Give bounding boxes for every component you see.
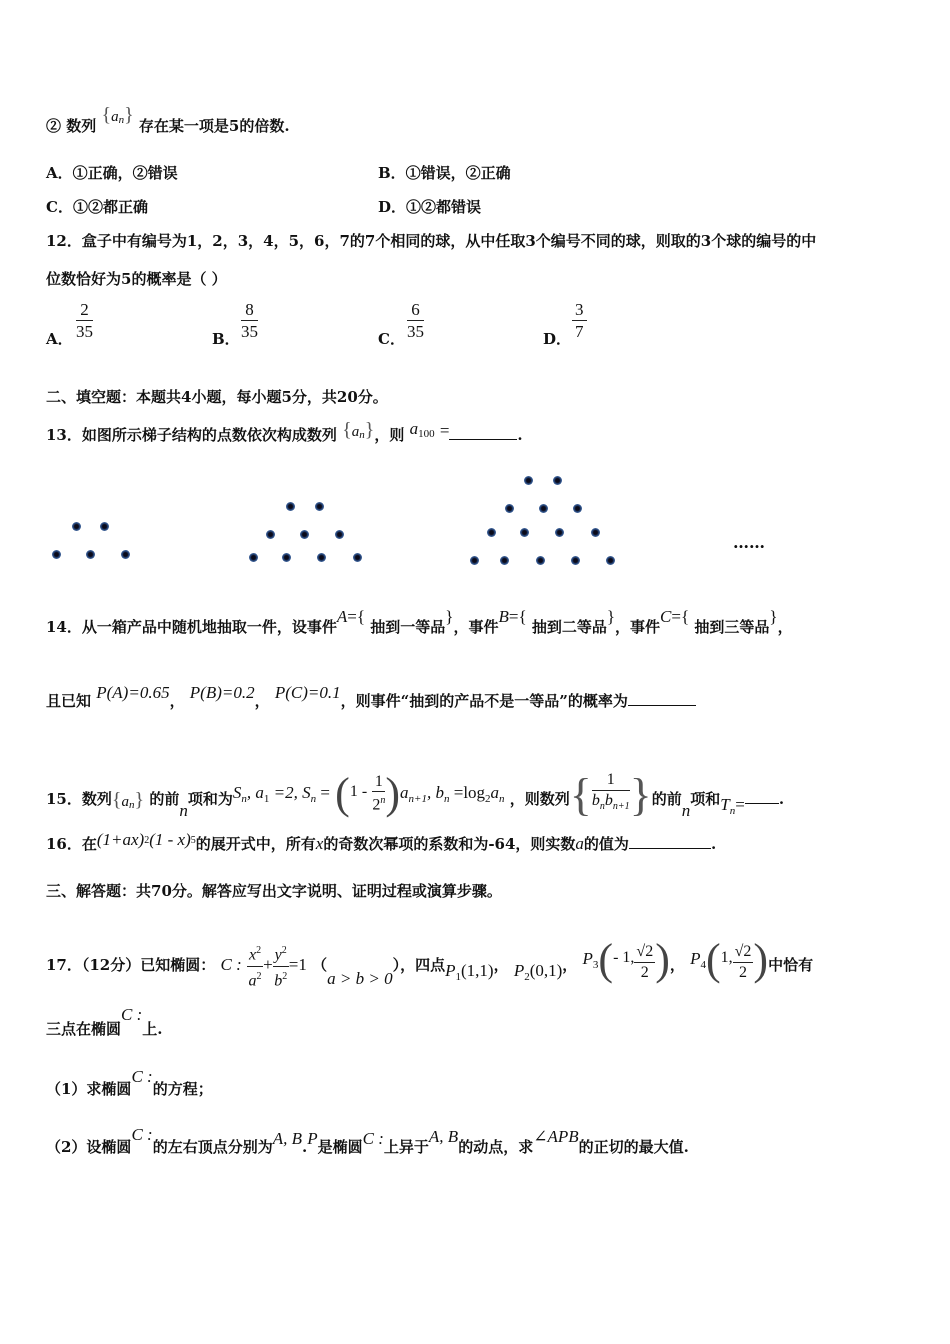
exp: 2 [144, 835, 150, 846]
q11-option-b: B．①错误，②正确 [378, 164, 511, 182]
eq-brace: ={ [671, 607, 690, 626]
frac-num: 2 [76, 300, 93, 321]
ellipse-c: C : [131, 1125, 153, 1144]
q15-line [46, 762, 784, 824]
q15-t5: 项和 [690, 790, 721, 808]
S: S [232, 783, 242, 802]
paren-close: ) [753, 935, 769, 984]
q17-line2 [46, 1005, 163, 1039]
eq-brace: ={ [508, 607, 527, 626]
part2-text-f: 的正切的最大值. [578, 1138, 689, 1156]
frac-den: 35 [407, 322, 424, 341]
paren-close: ) [655, 935, 670, 984]
y2-over-b2 [273, 941, 289, 991]
y: y [274, 946, 282, 964]
sqrt2-over-2 [634, 942, 655, 983]
prob-c: P(C)=0.1 [274, 683, 341, 702]
equals: = [316, 783, 330, 802]
brace-close: } [364, 419, 375, 441]
period: . [302, 1138, 308, 1156]
q17-part2 [46, 1125, 689, 1157]
q14-line2: 且已知 P(A)=0.65， P(B)=0.2， P(C)=0.1，则事件“抽到的产品不是一等品”的概率为 [46, 690, 696, 711]
event-b-text: 抽到二等品 [531, 618, 607, 636]
ladder-dot [539, 504, 548, 513]
seq-sub: n [128, 799, 135, 811]
ladder-dot [282, 553, 291, 562]
plus: + [263, 955, 273, 974]
q12-option-a-label: A． [46, 330, 73, 348]
q15-t4: 的前 [651, 790, 682, 808]
statement2-prefix: ② 数列 [46, 117, 97, 135]
q12-option-b-label: B． [212, 330, 240, 348]
q12-line1: 12．盒子中有编号为1，2，3，4，5，6，7的7个相同的球，从中任取3个编号不同的球，则取的3个球的编号的中 [46, 232, 817, 250]
brace-close: } [606, 607, 616, 626]
a1: , a [246, 783, 264, 802]
sep: ， [669, 956, 685, 974]
sub: n [310, 793, 317, 805]
equals: = [439, 421, 450, 440]
ladder-dot [470, 556, 479, 565]
ladder-dot [573, 504, 582, 513]
seq-a: a [111, 109, 119, 125]
frac-den: 35 [76, 322, 93, 341]
log: =log [449, 783, 486, 802]
q17-prefix: 17．（12分）已知椭圆： [46, 956, 216, 974]
q17-part1 [46, 1067, 213, 1099]
equals: = [735, 795, 745, 814]
exp: 2 [281, 945, 287, 957]
part2-text-a: （2）设椭圆 [46, 1138, 132, 1156]
frac-den [372, 792, 385, 814]
angle-apb: ∠APB [533, 1127, 579, 1146]
expr2: (1 - x) [149, 830, 191, 849]
ladder-dot [317, 553, 326, 562]
p1-coords: (1,1) [460, 961, 494, 980]
frac-num: 1 [372, 773, 385, 792]
points-ab: A, B [272, 1129, 302, 1148]
var-a: a [575, 834, 584, 853]
T: T [720, 795, 730, 814]
S: =2, S [269, 783, 311, 802]
q11-option-c: C．①②都正确 [46, 198, 148, 216]
brace-open: { [342, 419, 352, 441]
q12-option-c-fraction [407, 300, 424, 343]
sep: ， [562, 956, 578, 974]
paren-open: ( [335, 769, 350, 818]
event-b: B [498, 607, 509, 626]
q16-line [46, 830, 717, 854]
paren-open: ( [705, 935, 721, 984]
inv-bb-fraction [592, 770, 630, 817]
answer-blank[interactable] [628, 705, 696, 706]
one-minus: 1 - [349, 783, 368, 800]
p2-coords: (0,1) [529, 961, 563, 980]
ladder-dot [72, 522, 81, 531]
ladder-dot [571, 556, 580, 565]
sub: n [729, 805, 736, 817]
frac-num: 6 [407, 300, 424, 321]
point-p2: P [513, 961, 525, 980]
log-base: 2 [485, 793, 491, 805]
sub: n+1 [408, 793, 427, 805]
eq-brace: ={ [347, 607, 366, 626]
b: b [591, 792, 600, 810]
part2-text-b: 的左右顶点分别为 [152, 1138, 273, 1156]
brace-close: } [134, 789, 145, 811]
sep: ， [493, 956, 509, 974]
frac-num: √2 [634, 942, 655, 963]
paren-close: ) [385, 769, 401, 818]
var-x: x [315, 834, 324, 853]
a-n: a [490, 783, 500, 802]
frac-den [273, 967, 289, 991]
q17-line1 [46, 930, 813, 991]
x2-over-a2 [247, 941, 263, 991]
b-n: , b [426, 783, 444, 802]
p4-x: 1, [720, 949, 733, 966]
q14-line2-suffix: ，则事件“抽到的产品不是一等品”的概率为 [340, 692, 628, 710]
point-p1: P [445, 961, 456, 980]
sep: ，事件 [615, 618, 661, 636]
q12-option-c-label: C． [378, 330, 405, 348]
event-c-text: 抽到三等品 [694, 618, 770, 636]
q12-option-b-fraction [241, 300, 258, 343]
sub: n+1 [612, 801, 630, 813]
frac-num: √2 [733, 942, 754, 963]
sub: n [443, 793, 450, 805]
q12-option-d-fraction [572, 300, 587, 343]
sub: n [499, 793, 505, 805]
frac-num: 1 [592, 770, 630, 791]
q16-prefix: 16．在 [46, 835, 97, 853]
seq-sub: n [118, 114, 125, 126]
q15-prefix: 15．数列 [46, 790, 112, 808]
frac-den: 7 [575, 322, 584, 341]
q17-line2-text: 三点在椭圆 [46, 1020, 122, 1038]
den-exp: n [380, 795, 386, 807]
ellipse-c: C : [131, 1067, 153, 1086]
ladder-dot [591, 528, 600, 537]
section3-heading: 三、解答题：共70分。解答应写出文字说明、证明过程或演算步骤。 [46, 882, 502, 900]
ladder-dot [606, 556, 615, 565]
sub: 2 [524, 971, 530, 983]
sub: n [599, 801, 605, 813]
q16-mid: 的展开式中，所有 [195, 835, 316, 853]
a100-sub: 100 [418, 428, 435, 440]
sub: 1 [263, 793, 270, 805]
frac-den [592, 791, 630, 817]
brace-open: { [111, 789, 122, 811]
ellipse-c: C : [121, 1005, 143, 1024]
ladder-dot [86, 550, 95, 559]
period: . [517, 426, 523, 444]
part1-end: 的方程； [152, 1080, 213, 1098]
den-base: 2 [372, 796, 381, 814]
frac-num: 8 [241, 300, 258, 321]
exp: 2 [256, 970, 262, 982]
ellipse-c: C : [220, 955, 242, 974]
frac-num [247, 941, 263, 966]
q14-line1 [46, 607, 793, 637]
ladder-dot [505, 504, 514, 513]
period: . [710, 835, 717, 853]
points-ab: A, B [428, 1127, 459, 1146]
sub: 3 [592, 959, 599, 971]
q14-line2-prefix: 且已知 [46, 692, 92, 710]
period: . [778, 790, 785, 808]
q11-option-d: D．①②都错误 [378, 198, 482, 216]
lparen: （ [312, 956, 328, 974]
ladder-dot [524, 476, 533, 485]
q16-mid2: 的奇数次幂项的系数和为-64，则实数 [323, 835, 576, 853]
ladder-dot [286, 502, 295, 511]
q12-line2: 位数恰好为5的概率是（ ） [46, 270, 227, 288]
comma: ， [777, 618, 793, 636]
brace-open: { [101, 104, 112, 126]
point-p4: P [690, 949, 701, 968]
frac-den: 2 [739, 963, 748, 981]
rparen: ），四点 [392, 956, 446, 974]
ladder-dot [500, 556, 509, 565]
q15-t2: 项和为 [187, 790, 233, 808]
paren-open: ( [598, 935, 614, 984]
ladder-dot [300, 530, 309, 539]
q15-t3: ，则数列 [509, 790, 570, 808]
q15-t1: 的前 [149, 790, 180, 808]
part2-text-c: 是椭圆 [317, 1138, 363, 1156]
frac-num [273, 941, 289, 966]
prob-b: P(B)=0.2 [189, 683, 255, 702]
ellipsis: …… [733, 533, 765, 552]
ladder-dot [100, 522, 109, 531]
ladder-dot [249, 553, 258, 562]
ladder-dot [121, 550, 130, 559]
x: x [248, 946, 257, 964]
frac-num: 3 [572, 300, 587, 321]
exp: 2 [282, 970, 288, 982]
frac-den [247, 967, 263, 991]
q17-suffix: 中恰有 [768, 956, 814, 974]
ellipse-c: C : [362, 1129, 384, 1148]
part2-text-d: 上异于 [383, 1138, 429, 1156]
b: b [274, 971, 283, 989]
q12-option-d-label: D． [543, 330, 572, 348]
seq-sub: n [359, 429, 365, 441]
q13-line [46, 419, 523, 446]
q11-statement2 [46, 104, 290, 137]
ladder-dot [536, 556, 545, 565]
q17-line2-end: 上. [142, 1020, 163, 1038]
q13-mid: ，则 [374, 426, 405, 444]
event-a-text: 抽到一等品 [370, 618, 446, 636]
brace-open: { [569, 769, 592, 820]
point-p3: P [582, 949, 593, 968]
ladder-dot [353, 553, 362, 562]
part2-text-e: 的动点，求 [458, 1138, 534, 1156]
q12-option-a-fraction [76, 300, 93, 343]
var-n: n [179, 801, 188, 820]
b: b [604, 792, 613, 810]
frac-den: 2 [640, 963, 649, 981]
a100: a [409, 419, 419, 438]
brace-close: } [445, 607, 454, 626]
ladder-dot [520, 528, 529, 537]
brace-close: } [769, 607, 778, 626]
sub: n [241, 793, 247, 805]
ladder-dot [315, 502, 324, 511]
frac-den: 35 [241, 322, 258, 341]
ladder-dot [266, 530, 275, 539]
exp: 2 [256, 945, 262, 957]
ladder-dot [335, 530, 344, 539]
ladder-dot [487, 528, 496, 537]
exp: 5 [190, 835, 196, 846]
part1-text: （1）求椭圆 [46, 1080, 132, 1098]
expr1: (1+ax) [96, 830, 145, 849]
a: a [248, 971, 257, 989]
a-n1: a [400, 783, 409, 802]
ladder-dot [555, 528, 564, 537]
event-c: C [660, 607, 672, 626]
q16-end-text: 的值为 [583, 835, 629, 853]
sqrt2-over-2 [733, 942, 754, 983]
q13-prefix: 13．如图所示梯子结构的点数依次构成数列 [46, 426, 337, 444]
sep: ，事件 [453, 618, 499, 636]
brace-close: } [629, 769, 652, 820]
inv-pow-fraction [372, 773, 385, 814]
answer-blank[interactable] [629, 848, 711, 849]
q11-option-a: A．①正确，②错误 [46, 164, 178, 182]
event-a: A [336, 607, 348, 626]
statement2-suffix: 存在某一项是5的倍数. [138, 117, 290, 135]
sub: 4 [700, 959, 706, 971]
ladder-dot [52, 550, 61, 559]
seq-a: a [351, 424, 360, 440]
prob-a: P(A)=0.65 [96, 683, 170, 702]
seq-a: a [121, 794, 129, 810]
eq-one: =1 [288, 955, 307, 974]
brace-close: } [124, 104, 134, 126]
q14-prefix: 14．从一箱产品中随机地抽取一件，设事件 [46, 618, 337, 636]
section2-heading: 二、填空题：本题共4小题，每小题5分，共20分。 [46, 388, 388, 406]
condition: a > b > 0 [327, 969, 393, 988]
var-n: n [681, 801, 691, 820]
point-p: P [307, 1129, 318, 1148]
answer-blank[interactable] [745, 803, 779, 804]
sub: 1 [455, 971, 461, 983]
p3-x: - 1, [613, 949, 635, 966]
ladder-dot [553, 476, 562, 485]
answer-blank[interactable] [449, 439, 517, 440]
